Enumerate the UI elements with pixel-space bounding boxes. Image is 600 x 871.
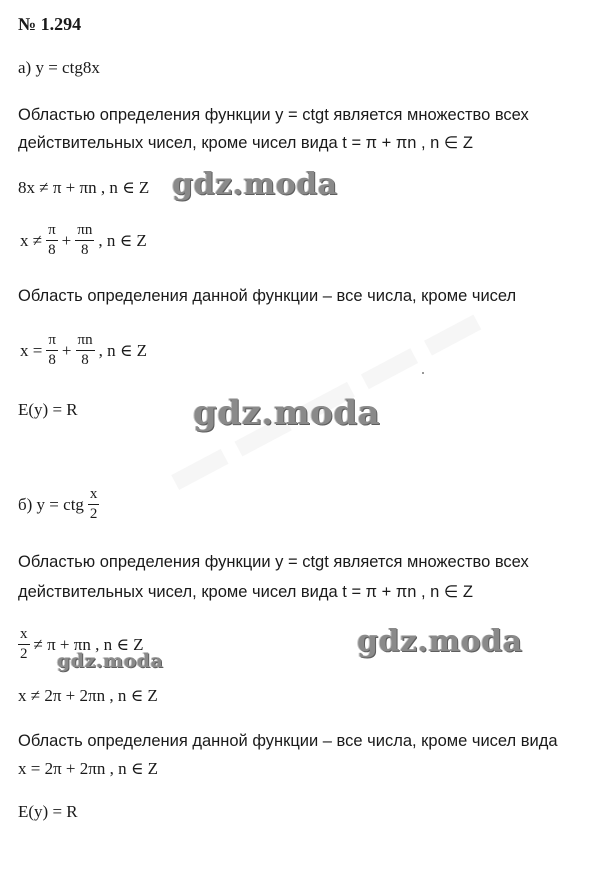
- problem-number: № 1.294: [18, 14, 82, 34]
- numerator: x: [18, 626, 30, 645]
- stray-dot: [422, 372, 424, 374]
- part-a-inequality-1: 8x ≠ π + πn , n ∈ Z: [18, 178, 150, 197]
- denominator: 2: [20, 646, 28, 662]
- part-b-domain-equation: x = 2π + 2πn , n ∈ Z: [18, 759, 159, 778]
- denominator: 2: [89, 506, 98, 522]
- fraction: [75, 222, 94, 259]
- part-a-inequality-2: [18, 222, 149, 259]
- watermark-logo: gdz.moda: [172, 167, 338, 202]
- fraction: [76, 332, 95, 369]
- part-a-heading: а) y = ctg8x: [18, 58, 100, 77]
- numerator: x: [88, 486, 100, 505]
- watermark-logo: gdz.moda: [193, 393, 381, 433]
- tail: , n ∈ Z: [98, 340, 148, 360]
- tail: , n ∈ Z: [98, 230, 147, 250]
- plus-sign: +: [61, 340, 72, 360]
- inequality-rest: ≠ π + πn , n ∈ Z: [33, 634, 144, 654]
- lhs: x ≠: [20, 230, 43, 250]
- lhs: x =: [20, 340, 43, 360]
- denominator: 8: [48, 352, 56, 368]
- part-b-heading: [18, 486, 101, 523]
- part-b-prose-line-1: Областью определения функции y = ctgt является множество всех: [18, 553, 529, 571]
- part-a-range: E(y) = R: [18, 400, 78, 419]
- part-a-domain-equation: [18, 332, 149, 369]
- numerator: π: [46, 222, 58, 241]
- fraction: [46, 332, 58, 369]
- denominator: 8: [48, 242, 56, 258]
- fraction: [88, 486, 100, 523]
- denominator: 8: [81, 352, 89, 368]
- numerator: πn: [76, 332, 95, 351]
- part-b-range: E(y) = R: [18, 802, 78, 821]
- fraction: [46, 222, 58, 259]
- part-a-prose-line-2: действительных чисел, кроме чисел вида t = π + πn , n ∈ Z: [18, 134, 473, 152]
- part-b-inequality-2: x ≠ 2π + 2πn , n ∈ Z: [18, 686, 158, 705]
- denominator: 8: [81, 242, 89, 258]
- watermark-logo: gdz.moda: [357, 624, 523, 659]
- plus-sign: +: [61, 230, 72, 250]
- part-a-prose-line-1: Областью определения функции y = ctgt является множество всех: [18, 106, 529, 124]
- watermark-logo: gdz.moda: [57, 650, 164, 672]
- part-b-domain-text: Область определения данной функции – все числа, кроме чисел вида: [18, 732, 558, 750]
- part-b-prose-line-2: действительных чисел, кроме чисел вида t = π + πn , n ∈ Z: [18, 583, 473, 601]
- part-a-domain-text: Область определения данной функции – все числа, кроме чисел: [18, 287, 517, 305]
- fraction: [18, 626, 30, 663]
- numerator: πn: [75, 222, 94, 241]
- heading-prefix: б) y = ctg: [18, 494, 84, 514]
- numerator: π: [46, 332, 58, 351]
